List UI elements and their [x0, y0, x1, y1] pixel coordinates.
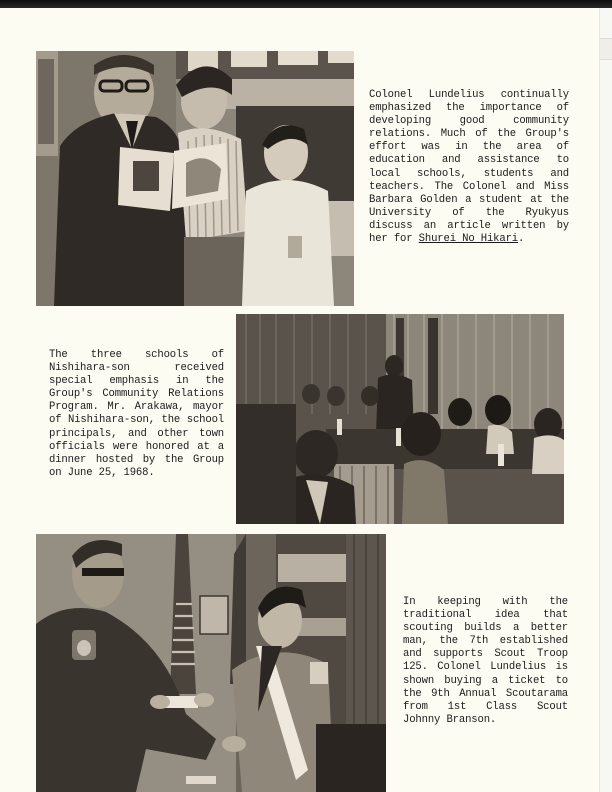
caption-nishihara-dinner: The three schools of Nishihara-son received special emphasis in the Group's Community Relations Program. Mr. Arakawa, mayor of Nishihara-son, the school principals, and other town officials were honored at a dinner hosted by the Group on June 25, 1968.	[49, 349, 224, 479]
scan-edge-tab	[600, 38, 612, 60]
photo-scoutarama-ticket	[36, 534, 386, 792]
publication-title-shurei-no-hikari: Shurei No Hikari	[418, 233, 518, 246]
caption-scout-troop: In keeping with the traditional idea that scouting builds a better man, the 7th established and supports Scout Troop 125. Colonel Lundelius is shown buying a ticket to the 9th Annual Scoutarama from 1st Class Scout Johnny Branson.	[403, 596, 568, 726]
scan-top-edge	[0, 0, 612, 8]
caption-community-relations	[369, 89, 569, 246]
photo-nishihara-dinner	[236, 314, 564, 524]
caption1-text: Colonel Lundelius continually emphasized the importance of developing good community relations. Much of the Group's effort was in the area of education and assistance to local schools, students and teachers. The Colonel and Miss Barbara Golden a student at the University of the Ryukyus discuss an article written by her for	[369, 89, 569, 246]
photo2-image	[236, 314, 564, 524]
photo-colonel-and-student-reading	[36, 51, 354, 306]
caption1-end: .	[518, 233, 525, 246]
photo3-image	[36, 534, 386, 792]
photo1-image	[36, 51, 354, 306]
scan-right-edge	[599, 8, 612, 792]
